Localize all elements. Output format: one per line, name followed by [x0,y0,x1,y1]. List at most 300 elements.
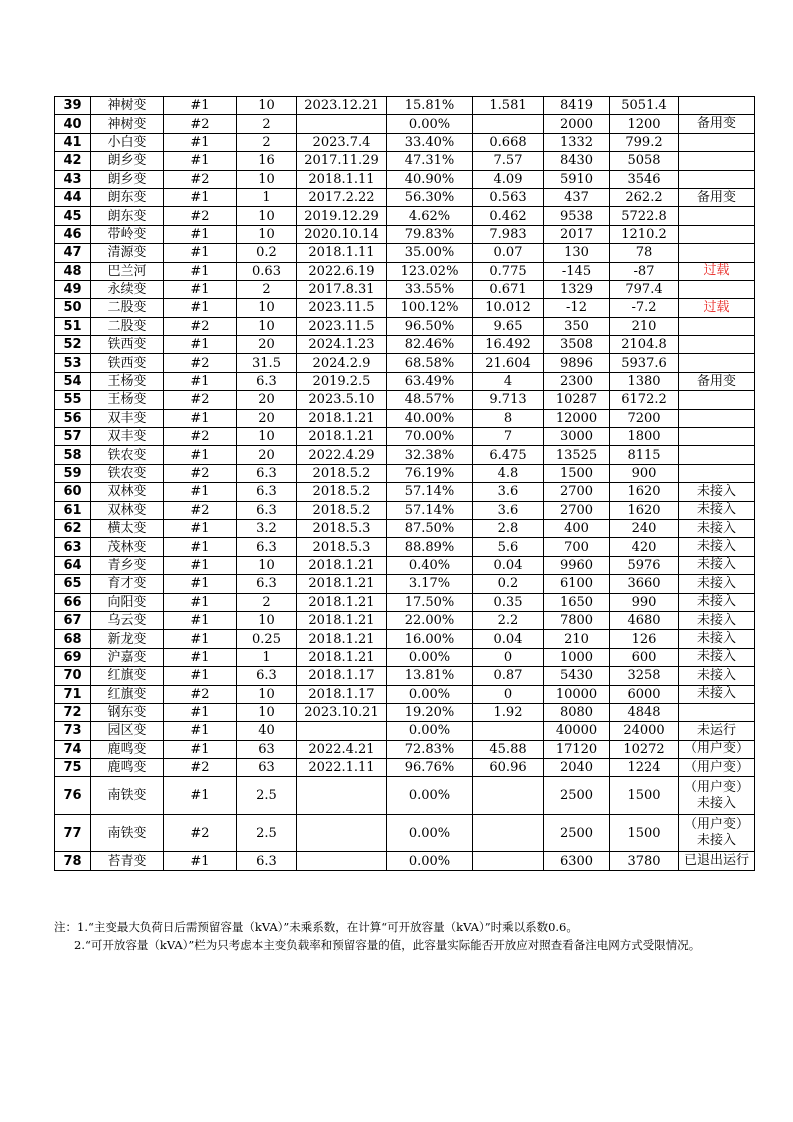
remark-cell: 未接入 [679,501,755,519]
substation-name-cell: 向阳变 [91,593,164,611]
capacity-cell: 6.3 [237,575,297,593]
max-load-date-cell [297,722,387,740]
open-capacity-cell: 1500 [610,814,679,852]
open-capacity-cell: -7.2 [610,299,679,317]
transformer-number-cell: #2 [164,814,237,852]
substation-name-cell: 园区变 [91,722,164,740]
max-load-date-cell [297,777,387,815]
capacity-cell: 6.3 [237,538,297,556]
remark-cell: 已退出运行 [679,852,755,870]
max-load-cell: 4.09 [473,170,544,188]
max-load-cell: 7 [473,428,544,446]
substation-name-cell: 茂林变 [91,538,164,556]
capacity-cell: 1 [237,648,297,666]
max-load-date-cell: 2018.1.11 [297,170,387,188]
row-number-cell: 64 [55,556,91,574]
table-row [55,685,755,703]
reserved-capacity-cell: 2700 [544,501,610,519]
substation-name-cell: 铁西变 [91,336,164,354]
max-load-date-cell: 2018.5.2 [297,483,387,501]
transformer-number-cell: #1 [164,648,237,666]
open-capacity-cell: 3780 [610,852,679,870]
capacity-cell: 10 [237,225,297,243]
remark-cell [679,225,755,243]
row-number-cell: 65 [55,575,91,593]
max-load-cell: 16.492 [473,336,544,354]
substation-name-cell: 铁西变 [91,354,164,372]
table-row [55,630,755,648]
row-number-cell: 42 [55,152,91,170]
open-capacity-cell: 4848 [610,703,679,721]
open-capacity-cell: -87 [610,262,679,280]
reserved-capacity-cell: 1332 [544,133,610,151]
open-capacity-cell: 1620 [610,501,679,519]
substation-name-cell: 二股变 [91,299,164,317]
load-rate-cell: 82.46% [387,336,473,354]
substation-name-cell: 育才变 [91,575,164,593]
substation-name-cell: 神树变 [91,115,164,133]
remark-cell [679,409,755,427]
row-number-cell: 69 [55,648,91,666]
capacity-cell: 2 [237,133,297,151]
capacity-cell: 20 [237,391,297,409]
substation-capacity-table [54,96,755,871]
transformer-number-cell: #1 [164,152,237,170]
table-row [55,354,755,372]
row-number-cell: 56 [55,409,91,427]
substation-name-cell: 王杨变 [91,391,164,409]
load-rate-cell: 40.00% [387,409,473,427]
table-row [55,428,755,446]
row-number-cell: 63 [55,538,91,556]
load-rate-cell: 57.14% [387,501,473,519]
max-load-date-cell: 2023.5.10 [297,391,387,409]
max-load-cell: 0.668 [473,133,544,151]
capacity-cell: 2.5 [237,814,297,852]
table-notes [54,918,744,954]
substation-name-cell: 乌云变 [91,611,164,629]
reserved-capacity-cell: 6100 [544,575,610,593]
transformer-number-cell: #1 [164,538,237,556]
max-load-date-cell: 2018.5.3 [297,519,387,537]
remark-cell [679,317,755,335]
transformer-number-cell: #1 [164,483,237,501]
remark-cell [679,170,755,188]
table-row [55,409,755,427]
substation-name-cell: 南铁变 [91,777,164,815]
row-number-cell: 46 [55,225,91,243]
remark-cell [679,133,755,151]
max-load-date-cell: 2024.1.23 [297,336,387,354]
row-number-cell: 54 [55,372,91,390]
max-load-cell: 5.6 [473,538,544,556]
load-rate-cell: 15.81% [387,97,473,115]
row-number-cell: 72 [55,703,91,721]
open-capacity-cell: 5722.8 [610,207,679,225]
remark-cell: （用户变） [679,759,755,777]
transformer-number-cell: #1 [164,225,237,243]
reserved-capacity-cell: 700 [544,538,610,556]
table-row [55,722,755,740]
reserved-capacity-cell: 1650 [544,593,610,611]
remark-cell: 未接入 [679,685,755,703]
reserved-capacity-cell: 10000 [544,685,610,703]
open-capacity-cell: 1200 [610,115,679,133]
row-number-cell: 58 [55,446,91,464]
load-rate-cell: 0.00% [387,685,473,703]
table-row [55,667,755,685]
transformer-number-cell: #2 [164,207,237,225]
reserved-capacity-cell: 5430 [544,667,610,685]
open-capacity-cell: 1500 [610,777,679,815]
remark-cell: 未接入 [679,575,755,593]
row-number-cell: 49 [55,280,91,298]
row-number-cell: 73 [55,722,91,740]
transformer-number-cell: #1 [164,777,237,815]
reserved-capacity-cell: 400 [544,519,610,537]
table-row [55,501,755,519]
open-capacity-cell: 10272 [610,740,679,758]
transformer-number-cell: #1 [164,244,237,262]
load-rate-cell: 0.00% [387,852,473,870]
open-capacity-cell: 6172.2 [610,391,679,409]
transformer-number-cell: #1 [164,630,237,648]
max-load-cell: 0.2 [473,575,544,593]
capacity-cell: 6.3 [237,667,297,685]
max-load-date-cell: 2018.5.2 [297,501,387,519]
open-capacity-cell: 1620 [610,483,679,501]
remark-cell: 未接入 [679,538,755,556]
open-capacity-cell: 600 [610,648,679,666]
substation-name-cell: 神树变 [91,97,164,115]
reserved-capacity-cell: 12000 [544,409,610,427]
substation-name-cell: 双林变 [91,483,164,501]
row-number-cell: 52 [55,336,91,354]
substation-name-cell: 双林变 [91,501,164,519]
transformer-number-cell: #1 [164,446,237,464]
substation-name-cell: 双丰变 [91,409,164,427]
remark-cell: 未接入 [679,630,755,648]
transformer-number-cell: #1 [164,280,237,298]
open-capacity-cell: 24000 [610,722,679,740]
table-row [55,814,755,852]
row-number-cell: 50 [55,299,91,317]
substation-name-cell: 清源变 [91,244,164,262]
substation-name-cell: 钢东变 [91,703,164,721]
load-rate-cell: 0.40% [387,556,473,574]
transformer-number-cell: #1 [164,299,237,317]
open-capacity-cell: 5058 [610,152,679,170]
reserved-capacity-cell: 5910 [544,170,610,188]
reserved-capacity-cell: 1500 [544,464,610,482]
table-row [55,115,755,133]
max-load-date-cell: 2022.4.29 [297,446,387,464]
max-load-cell: 1.581 [473,97,544,115]
row-number-cell: 45 [55,207,91,225]
reserved-capacity-cell: -145 [544,262,610,280]
reserved-capacity-cell: -12 [544,299,610,317]
substation-name-cell: 巴兰河 [91,262,164,280]
note-1: 注：1.“主变最大负荷日后需预留容量（kVA）”未乘系数，在计算“可开放容量（kVA）”时乘以系数0.6。 [54,920,578,934]
max-load-cell: 45.88 [473,740,544,758]
row-number-cell: 59 [55,464,91,482]
open-capacity-cell: 3546 [610,170,679,188]
row-number-cell: 76 [55,777,91,815]
capacity-cell: 10 [237,611,297,629]
remark-cell [679,336,755,354]
reserved-capacity-cell: 8080 [544,703,610,721]
load-rate-cell: 13.81% [387,667,473,685]
table-row [55,703,755,721]
max-load-cell: 2.2 [473,611,544,629]
max-load-cell: 0.87 [473,667,544,685]
max-load-cell: 0.775 [473,262,544,280]
reserved-capacity-cell: 350 [544,317,610,335]
transformer-number-cell: #1 [164,593,237,611]
max-load-date-cell: 2022.4.21 [297,740,387,758]
load-rate-cell: 96.76% [387,759,473,777]
reserved-capacity-cell: 3508 [544,336,610,354]
max-load-cell [473,777,544,815]
max-load-date-cell: 2023.11.5 [297,317,387,335]
row-number-cell: 44 [55,188,91,206]
open-capacity-cell: 900 [610,464,679,482]
capacity-cell: 10 [237,170,297,188]
table-row [55,777,755,815]
load-rate-cell: 72.83% [387,740,473,758]
max-load-date-cell: 2018.1.21 [297,575,387,593]
table-row [55,133,755,151]
load-rate-cell: 0.00% [387,814,473,852]
transformer-number-cell: #1 [164,133,237,151]
capacity-cell: 20 [237,336,297,354]
max-load-cell: 0.07 [473,244,544,262]
open-capacity-cell: 78 [610,244,679,262]
substation-name-cell: 新龙变 [91,630,164,648]
remark-cell [679,152,755,170]
max-load-date-cell: 2018.1.17 [297,667,387,685]
remark-cell [679,244,755,262]
open-capacity-cell: 990 [610,593,679,611]
substation-name-cell: 带岭变 [91,225,164,243]
table-row [55,519,755,537]
load-rate-cell: 123.02% [387,262,473,280]
capacity-cell: 6.3 [237,483,297,501]
transformer-number-cell: #2 [164,464,237,482]
substation-name-cell: 红旗变 [91,685,164,703]
max-load-date-cell: 2017.2.22 [297,188,387,206]
remark-cell [679,280,755,298]
reserved-capacity-cell: 2017 [544,225,610,243]
reserved-capacity-cell: 9896 [544,354,610,372]
open-capacity-cell: 8115 [610,446,679,464]
max-load-date-cell: 2024.2.9 [297,354,387,372]
max-load-date-cell [297,814,387,852]
open-capacity-cell: 5051.4 [610,97,679,115]
capacity-cell: 2 [237,115,297,133]
max-load-date-cell: 2018.1.21 [297,556,387,574]
table-row [55,740,755,758]
reserved-capacity-cell: 2500 [544,777,610,815]
row-number-cell: 77 [55,814,91,852]
load-rate-cell: 33.55% [387,280,473,298]
capacity-cell: 20 [237,409,297,427]
remark-cell [679,446,755,464]
reserved-capacity-cell: 2000 [544,115,610,133]
capacity-cell: 10 [237,299,297,317]
transformer-number-cell: #1 [164,703,237,721]
load-rate-cell: 19.20% [387,703,473,721]
capacity-cell: 2 [237,593,297,611]
table-row [55,225,755,243]
remark-cell [679,464,755,482]
transformer-number-cell: #2 [164,391,237,409]
max-load-date-cell [297,852,387,870]
load-rate-cell: 40.90% [387,170,473,188]
table-row [55,336,755,354]
remark-cell: 过载 [679,299,755,317]
table-row [55,556,755,574]
open-capacity-cell: 420 [610,538,679,556]
row-number-cell: 53 [55,354,91,372]
load-rate-cell: 68.58% [387,354,473,372]
table-row [55,611,755,629]
row-number-cell: 70 [55,667,91,685]
substation-name-cell: 横太变 [91,519,164,537]
substation-name-cell: 二股变 [91,317,164,335]
max-load-cell: 6.475 [473,446,544,464]
load-rate-cell: 70.00% [387,428,473,446]
table-row [55,759,755,777]
remark-cell: 未接入 [679,667,755,685]
table-body [55,97,755,871]
capacity-cell: 16 [237,152,297,170]
table-row [55,262,755,280]
load-rate-cell: 63.49% [387,372,473,390]
max-load-date-cell [297,115,387,133]
remark-cell [679,354,755,372]
substation-name-cell: 朗乡变 [91,152,164,170]
reserved-capacity-cell: 13525 [544,446,610,464]
max-load-cell [473,115,544,133]
open-capacity-cell: 3258 [610,667,679,685]
transformer-number-cell: #2 [164,317,237,335]
max-load-cell: 2.8 [473,519,544,537]
transformer-number-cell: #1 [164,262,237,280]
capacity-cell: 40 [237,722,297,740]
remark-cell: 未运行 [679,722,755,740]
load-rate-cell: 17.50% [387,593,473,611]
max-load-date-cell: 2018.1.17 [297,685,387,703]
load-rate-cell: 0.00% [387,777,473,815]
transformer-number-cell: #1 [164,336,237,354]
transformer-number-cell: #2 [164,759,237,777]
transformer-number-cell: #1 [164,519,237,537]
table-row [55,538,755,556]
open-capacity-cell: 240 [610,519,679,537]
max-load-cell: 3.6 [473,501,544,519]
capacity-cell: 6.3 [237,852,297,870]
reserved-capacity-cell: 1329 [544,280,610,298]
reserved-capacity-cell: 2500 [544,814,610,852]
max-load-date-cell: 2018.1.11 [297,244,387,262]
max-load-cell [473,852,544,870]
transformer-number-cell: #2 [164,428,237,446]
capacity-cell: 6.3 [237,501,297,519]
transformer-number-cell: #1 [164,372,237,390]
table-row [55,244,755,262]
remark-cell: 过载 [679,262,755,280]
remark-cell [679,703,755,721]
reserved-capacity-cell: 130 [544,244,610,262]
max-load-date-cell: 2023.10.21 [297,703,387,721]
capacity-cell: 10 [237,97,297,115]
remark-cell: 未接入 [679,483,755,501]
reserved-capacity-cell: 3000 [544,428,610,446]
max-load-date-cell: 2018.5.3 [297,538,387,556]
max-load-cell: 0.671 [473,280,544,298]
table-row [55,483,755,501]
remark-cell: 未接入 [679,648,755,666]
row-number-cell: 60 [55,483,91,501]
load-rate-cell: 96.50% [387,317,473,335]
capacity-cell: 6.3 [237,372,297,390]
max-load-cell: 9.65 [473,317,544,335]
load-rate-cell: 48.57% [387,391,473,409]
reserved-capacity-cell: 2700 [544,483,610,501]
capacity-cell: 10 [237,703,297,721]
table-row [55,299,755,317]
substation-name-cell: 永续变 [91,280,164,298]
open-capacity-cell: 126 [610,630,679,648]
capacity-cell: 0.25 [237,630,297,648]
substation-name-cell: 红旗变 [91,667,164,685]
row-number-cell: 68 [55,630,91,648]
row-number-cell: 51 [55,317,91,335]
capacity-cell: 10 [237,207,297,225]
reserved-capacity-cell: 10287 [544,391,610,409]
substation-name-cell: 南铁变 [91,814,164,852]
max-load-date-cell: 2019.12.29 [297,207,387,225]
table-row [55,464,755,482]
substation-name-cell: 铁农变 [91,446,164,464]
max-load-cell: 7.57 [473,152,544,170]
max-load-date-cell: 2017.8.31 [297,280,387,298]
table-row [55,593,755,611]
max-load-cell: 1.92 [473,703,544,721]
table-row [55,280,755,298]
remark-cell: 未接入 [679,593,755,611]
load-rate-cell: 57.14% [387,483,473,501]
max-load-cell: 9.713 [473,391,544,409]
max-load-cell [473,722,544,740]
transformer-number-cell: #1 [164,611,237,629]
max-load-cell: 0.04 [473,556,544,574]
reserved-capacity-cell: 8430 [544,152,610,170]
load-rate-cell: 33.40% [387,133,473,151]
open-capacity-cell: 797.4 [610,280,679,298]
max-load-date-cell: 2018.1.21 [297,630,387,648]
remark-cell [679,97,755,115]
load-rate-cell: 79.83% [387,225,473,243]
reserved-capacity-cell: 210 [544,630,610,648]
transformer-number-cell: #1 [164,740,237,758]
remark-cell: 未接入 [679,611,755,629]
load-rate-cell: 0.00% [387,722,473,740]
substation-name-cell: 青乡变 [91,556,164,574]
load-rate-cell: 35.00% [387,244,473,262]
table-row [55,170,755,188]
